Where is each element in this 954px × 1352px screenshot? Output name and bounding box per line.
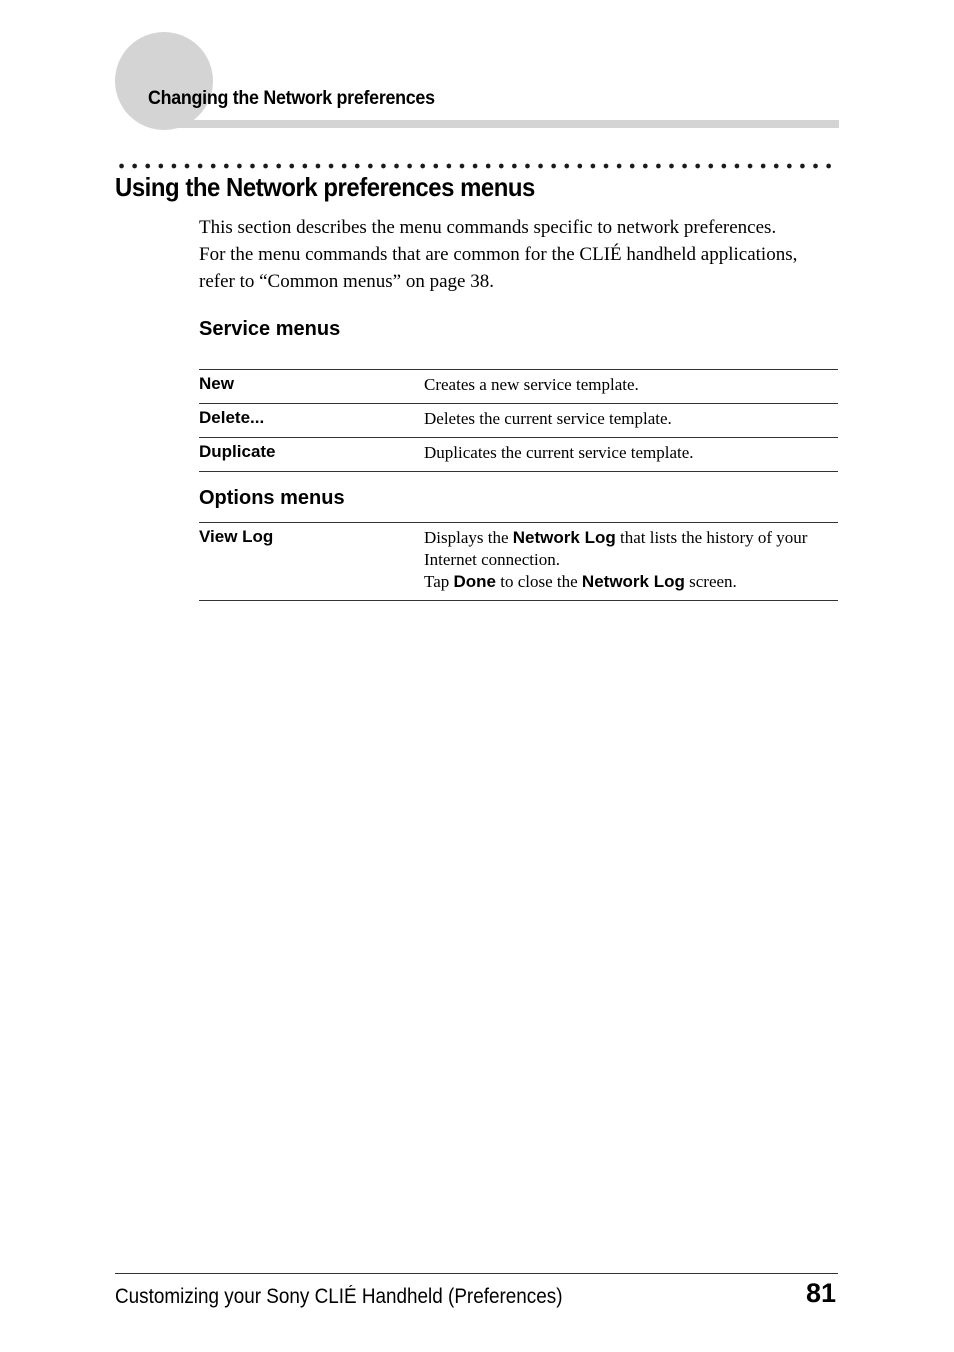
command-description: Duplicates the current service template. [424,443,694,462]
chapter-title: Changing the Network preferences [148,88,435,109]
description-line [424,571,838,593]
text-run: Displays the [424,528,513,547]
intro-line: For the menu commands that are common for the CLIÉ handheld applications, [199,244,798,265]
options-menus-table [199,522,838,601]
command-name: View Log [199,527,274,546]
options-menus-heading: Options menus [199,487,345,509]
table-row [199,523,838,601]
network-log-term: Network Log [581,572,685,591]
description-line: Internet connection. [424,550,560,569]
command-name: New [199,374,234,393]
table-row [199,370,838,404]
section-title: Using the Network preferences menus [115,172,535,202]
description-line [424,527,838,549]
command-description: Deletes the current service template. [424,409,672,428]
footer-rule [115,1273,838,1274]
intro-line: This section describes the menu commands specific to network preferences. [199,217,777,238]
dotted-divider [115,163,839,169]
intro-line: refer to “Common menus” on page 38. [199,271,494,292]
network-log-term: Network Log [512,528,616,547]
command-name: Duplicate [199,442,276,461]
table-row [199,404,838,438]
footer-text: Customizing your Sony CLIÉ Handheld (Preferences) [115,1285,563,1308]
command-name: Delete... [199,408,265,427]
command-description [424,523,838,601]
intro-paragraph [199,214,839,295]
service-menus-table [199,369,838,472]
text-run: to close the [496,572,582,591]
text-run: Tap [424,572,454,591]
service-menus-heading: Service menus [199,318,341,340]
text-run: screen. [684,572,737,591]
header-bar-decoration [155,120,839,128]
done-term: Done [453,572,496,591]
table-row [199,438,838,472]
page-number: 81 [805,1278,836,1308]
command-description: Creates a new service template. [424,375,639,394]
text-run: that lists the history of your [615,528,808,547]
header-circle-decoration [115,32,213,130]
